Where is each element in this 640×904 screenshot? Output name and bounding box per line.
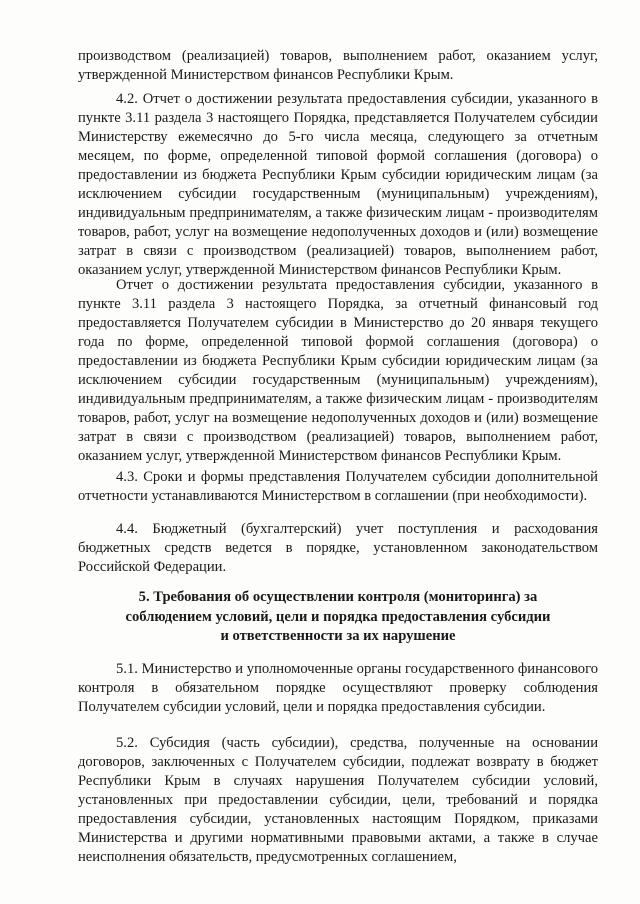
paragraph-4-4: 4.4. Бюджетный (бухгалтерский) учет поступления и расходования бюджетных средств ведется в порядке, установленном законодательством Российской Федерации. — [78, 521, 598, 576]
section-5-heading-line-1: 5. Требования об осуществлении контроля (мониторинга) за — [138, 589, 538, 605]
paragraph-4-3: 4.3. Сроки и формы представления Получателем субсидии дополнительной отчетности устанавливаются Министерством в соглашении (при необходимости). — [78, 469, 598, 505]
paragraph-4-2: 4.2. Отчет о достижении результата предоставления субсидии, указанного в пункте 3.11 раздела 3 настоящего Порядка, представляется Получателем субсидии Министерству ежемесячно до 5-го числа месяца, следующего за отчетным месяцем, по форме, определенной типовой формой соглашения (договора) о предоставлении из бюджета Республики Крым субсидии юридическим лицам (за исключением субсидии государственным (муниципальным) учреждениям), индивидуальным предпринимателям, а также физическим лицам - производителям товаров, работ, услуг на возмещение недополученных доходов и (или) возмещение затрат в связи с производством (реализацией) товаров, выполнением работ, оказанием услуг, утвержденной Министерством финансов Республики Крым. — [78, 91, 598, 279]
paragraph-annual-report: Отчет о достижении результата предоставления субсидии, указанного в пункте 3.11 раздела 3 настоящего Порядка, за отчетный финансовый год предоставляется Получателем субсидии в Министерство до 20 января текущего года по форме, определенной типовой формой соглашения (договора) о предоставлении из бюджета Республики Крым субсидии юридическим лицам (за исключением субсидии государственным (муниципальным) учреждениям), индивидуальным предпринимателям, а также физическим лицам - производителям товаров, работ, услуг на возмещение недополученных доходов и (или) возмещение затрат в связи с производством (реализацией) товаров, выполнением работ, оказанием услуг, утвержденной Министерством финансов Республики Крым. — [78, 277, 598, 465]
continuation-paragraph: производством (реализацией) товаров, выполнением работ, оказанием услуг, утвержденной Министерством финансов Республики Крым. — [78, 48, 598, 84]
section-5-heading-line-2: соблюдением условий, цели и порядка предоставления субсидии — [125, 608, 551, 625]
paragraph-5-1: 5.1. Министерство и уполномоченные органы государственного финансового контроля в обязательном порядке осуществляют проверку соблюдения Получателем субсидии условий, цели и порядка предоставления субсидии. — [78, 661, 598, 716]
section-5-heading-line-3: и ответственности за их нарушение — [220, 628, 456, 644]
section-5-heading — [78, 588, 598, 647]
paragraph-5-2: 5.2. Субсидия (часть субсидии), средства, полученные на основании договоров, заключенных с Получателем субсидии, подлежат возврату в бюджет Республики Крым в случаях нарушения Получателем субсидии условий, установленных при предоставлении субсидии, цели, требований и порядка предоставления субсидии, установленных настоящим Порядком, приказами Министерства и другими нормативными правовыми актами, а также в случае неисполнения обязательств, предусмотренных соглашением, — [78, 735, 598, 866]
